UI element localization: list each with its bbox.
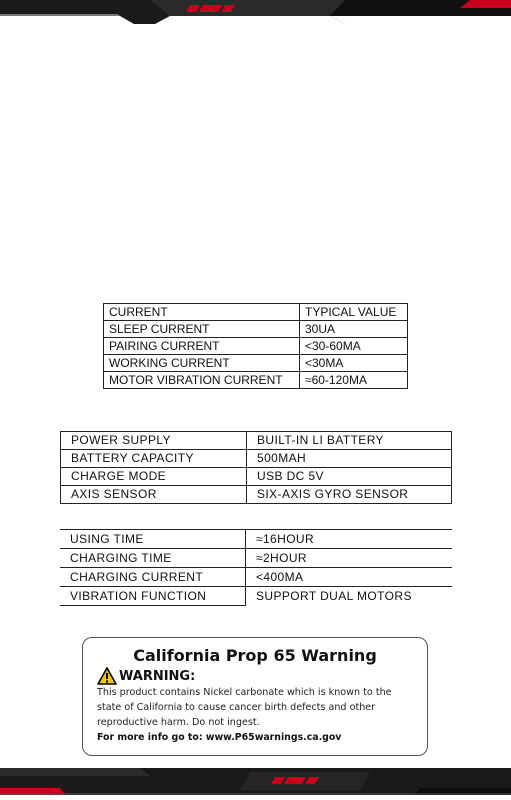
warning-label: WARNING: xyxy=(119,668,196,684)
table-cell: SIX-AXIS GYRO SENSOR xyxy=(247,486,452,504)
bottom-banner xyxy=(0,768,511,795)
usage-spec-table xyxy=(60,529,452,606)
table-cell: ≈16HOUR xyxy=(246,530,453,549)
top-banner xyxy=(0,0,511,24)
table-cell: <30-60MA xyxy=(300,338,408,355)
table-cell: CURRENT xyxy=(104,304,300,321)
table-cell: 30UA xyxy=(300,321,408,338)
table-cell: USING TIME xyxy=(60,530,246,549)
prop65-warning-box xyxy=(82,637,428,756)
current-spec-table xyxy=(103,303,408,389)
table-cell: POWER SUPPLY xyxy=(61,432,247,450)
table-cell: CHARGING CURRENT xyxy=(60,568,246,587)
table-row xyxy=(104,338,408,355)
table-cell: MOTOR VIBRATION CURRENT xyxy=(104,372,300,389)
table-row xyxy=(61,486,452,504)
table-row xyxy=(60,568,452,587)
table-cell: SUPPORT DUAL MOTORS xyxy=(246,587,453,606)
table-row xyxy=(60,530,452,549)
table-cell: PAIRING CURRENT xyxy=(104,338,300,355)
power-spec-table xyxy=(60,431,452,504)
table-row xyxy=(60,549,452,568)
table-cell: TYPICAL VALUE xyxy=(300,304,408,321)
table-cell: CHARGING TIME xyxy=(60,549,246,568)
table-cell: 500MAH xyxy=(247,450,452,468)
top-banner-graphic xyxy=(0,0,511,24)
table-row xyxy=(104,355,408,372)
prop65-title: California Prop 65 Warning xyxy=(133,646,377,665)
table-cell: WORKING CURRENT xyxy=(104,355,300,372)
table-cell: AXIS SENSOR xyxy=(61,486,247,504)
table-row xyxy=(60,587,452,606)
table-cell: ≈60-120MA xyxy=(300,372,408,389)
table-cell: USB DC 5V xyxy=(247,468,452,486)
table-row xyxy=(104,304,408,321)
more-info-link[interactable]: For more info go to: www.P65warnings.ca.gov xyxy=(97,732,342,743)
table-cell: CHARGE MODE xyxy=(61,468,247,486)
table-row xyxy=(104,321,408,338)
warning-heading xyxy=(97,666,195,686)
table-cell: <30MA xyxy=(300,355,408,372)
table-cell: <400MA xyxy=(246,568,453,587)
table-cell: ≈2HOUR xyxy=(246,549,453,568)
table-row xyxy=(61,432,452,450)
table-cell: SLEEP CURRENT xyxy=(104,321,300,338)
table-cell: VIBRATION FUNCTION xyxy=(60,587,246,606)
table-cell: BATTERY CAPACITY xyxy=(61,450,247,468)
table-row xyxy=(61,468,452,486)
table-row xyxy=(104,372,408,389)
warning-triangle-icon xyxy=(97,667,117,685)
bottom-banner-graphic xyxy=(0,768,511,795)
table-cell: BUILT-IN LI BATTERY xyxy=(247,432,452,450)
warning-body-text: This product contains Nickel carbonate which is known to the state of California to cause cancer birth defects and other reproductive harm. Do not ingest. xyxy=(97,687,392,728)
table-row xyxy=(61,450,452,468)
